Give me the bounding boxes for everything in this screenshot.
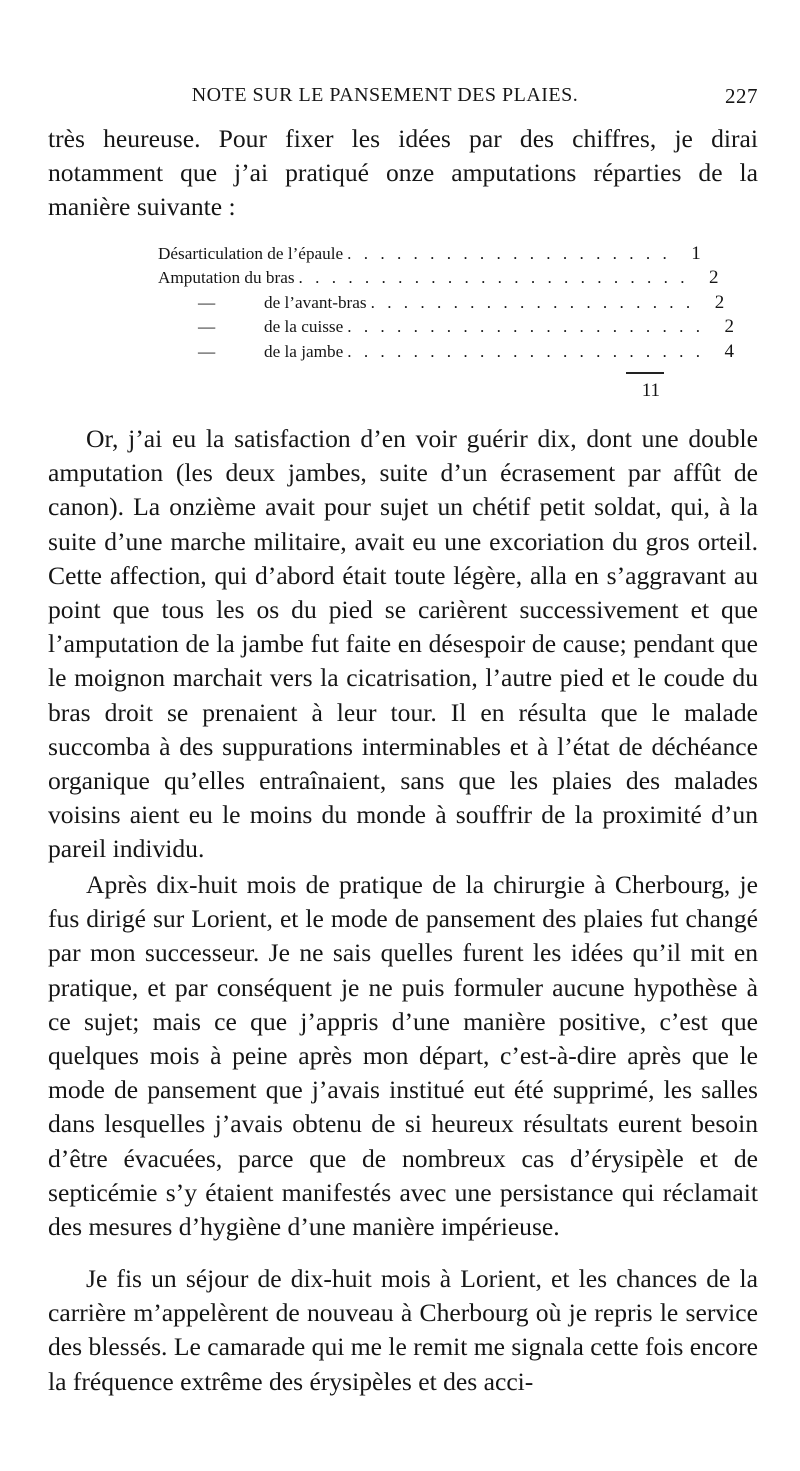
total-rule xyxy=(626,372,664,374)
row-count: 2 xyxy=(708,267,719,289)
table-total: 11 xyxy=(641,380,660,401)
paragraph-cherbourg: Après dix-huit mois de pratique de la chirurgie à Cherbourg, je fus dirigé sur Lorient, et le mode de pansement des plaies fut changé par mon successeur. Je ne sais quelles furent les idées qu’il mit en pratique, et par conséquent je ne puis formuler aucune hypothèse à ce sujet; mais ce que j’appris d’une manière positive, c’est que quelques mois à peine après mon départ, c’est-à-dire après que le mode de pansement que j’avais institué eut été supprimé, les salles dans lesquelles j’avais obtenu de si heureux résultats eurent besoin d’être évacuées, parce que de nombreux cas d’érysipèle et de septicémie s’y étaient manifestés avec une persistance qui réclamait des mesures d’hygiène d’une manière impérieuse. xyxy=(48,870,758,1242)
dot-leader: . . . . . . . . . . . . . . . . . . . . xyxy=(347,244,671,263)
row-label: Amputation du bras xyxy=(158,268,295,288)
ditto-dash: — xyxy=(198,341,216,361)
table-row xyxy=(158,315,734,339)
ditto-dash: — xyxy=(198,292,216,312)
paragraph-outcome: Or, j’ai eu la satisfaction d’en voir guérir dix, dont une double amputation (les deux jambes, suite d’un écrasement par affût de canon). La onzième avait pour sujet un chétif petit soldat, qui, à la suite d’une marche militaire, avait eu une excoriation du gros orteil. Cette affection, qui d’abord était toute légère, alla en s’aggravant au point que tous les os du pied se carièrent successivement et que l’amputation de la jambe fut faite en désespoir de cause; pendant que le moignon marchait vers la cicatrisation, l’autre pied et le coude du bras droit se prenaient à leur tour. Il en résulta que le malade succomba à des suppurations interminables et à l’état de déchéance organique qu’elles entraînaient, sans que les plaies des malades voisins aient eu le moins du monde à souffrir de la proximité d’un pareil individu. xyxy=(48,424,758,864)
amputation-table xyxy=(158,242,734,364)
page-number: 227 xyxy=(725,84,758,108)
row-count: 1 xyxy=(691,243,701,264)
row-label: — de la jambe xyxy=(158,340,343,364)
dot-leader: . . . . . . . . . . . . . . . . . . . . . . . . xyxy=(298,268,689,288)
paragraph-lorient: Je fis un séjour de dix-huit mois à Lorient, et les chances de la carrière m’appelèrent de nouveau à Cherbourg où je repris le service des blessés. Le camarade qui me le remit me signala cette fois encore la fréquence extrême des érysipèles et des acci- xyxy=(48,1264,758,1396)
running-header xyxy=(48,84,758,114)
dot-leader: . . . . . . . . . . . . . . . . . . . . . . xyxy=(347,317,704,337)
row-label: — de l’avant-bras xyxy=(158,291,367,315)
row-count: 2 xyxy=(714,291,725,313)
row-label: — de la cuisse xyxy=(158,315,343,339)
table-row xyxy=(158,242,701,266)
table-row xyxy=(158,266,719,290)
dot-leader: . . . . . . . . . . . . . . . . . . . . xyxy=(370,292,695,312)
row-count: 4 xyxy=(724,340,734,362)
table-row xyxy=(158,291,725,315)
row-count: 2 xyxy=(724,316,734,338)
running-title: NOTE SUR LE PANSEMENT DES PLAIES. xyxy=(191,84,579,106)
paragraph-intro: très heureuse. Pour fixer les idées par des chiffres, je dirai notamment que j’ai pratiqué onze amputations réparties de la manière suivante : xyxy=(48,124,758,222)
ditto-dash: — xyxy=(198,317,216,337)
dot-leader: . . . . . . . . . . . . . . . . . . . . . . xyxy=(347,341,704,361)
table-row xyxy=(158,340,734,364)
row-label: Désarticulation de l’épaule xyxy=(158,244,344,263)
